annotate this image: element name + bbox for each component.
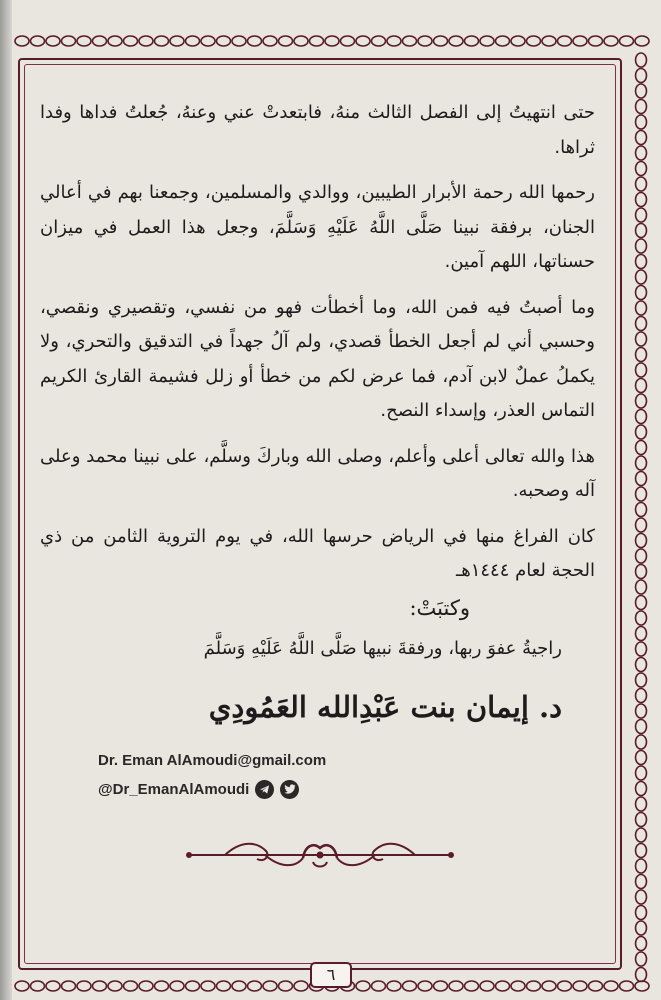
- body-text: [40, 96, 595, 600]
- paragraph: رحمها الله رحمة الأبرار الطيبين، ووالدي والمسلمين، وجمعنا بهم في أعالي الجنان، برفقة نبينا صَلَّى اللَّهُ عَلَيْهِ وَسَلَّمَ، وجعل هذا العمل في ميزان حسناتها، اللهم آمين.: [40, 182, 595, 272]
- page-number: ٦: [310, 962, 352, 988]
- signature-heading: وكتبَتْ:: [409, 596, 470, 620]
- decorative-divider: [185, 838, 455, 872]
- telegram-icon[interactable]: [255, 780, 274, 799]
- social-handle-row: [98, 780, 299, 799]
- paragraph: وما أصبتُ فيه فمن الله، وما أخطأت فهو من نفسي، وتقصيري ونقصي، وحسبي أني لم أجعل الخطأ قصدي، ولم آلُ جهداً في التدقيق والتحري، ولا يكملُ عملٌ لابن آدم، فما عرض لكم من خطأ أو زلل فشيمة القارئ الكريم التماس العذر، وإسداء النصح.: [40, 296, 595, 421]
- signature-line: راجيةُ عفوَ ربها، ورفقةَ نبيها صَلَّى اللَّهُ عَلَيْهِ وَسَلَّمَ: [203, 638, 562, 659]
- page-edge-shadow: [0, 0, 12, 1000]
- paragraph: حتى انتهيتُ إلى الفصل الثالث منهُ، فابتعدتْ عني وعنهُ، جُعلتُ فداها وفدا ثراها.: [40, 102, 595, 158]
- email-address[interactable]: Dr. Eman AlAmoudi@gmail.com: [98, 752, 327, 769]
- right-chain-border: [628, 52, 654, 987]
- paragraph: كان الفراغ منها في الرياض حرسها الله، في يوم التروية الثامن من ذي الحجة لعام ١٤٤٤هـ: [40, 525, 595, 581]
- social-handle[interactable]: @Dr_EmanAlAmoudi: [98, 781, 250, 798]
- author-name: د. إيمان بنت عَبْدِالله العَمُودِي: [208, 690, 562, 724]
- twitter-icon[interactable]: [280, 780, 299, 799]
- top-chain-border: [14, 30, 654, 52]
- paragraph: هذا والله تعالى أعلى وأعلم، وصلى الله وباركَ وسلَّم، على نبينا محمد وعلى آله وصحبه.: [40, 445, 595, 501]
